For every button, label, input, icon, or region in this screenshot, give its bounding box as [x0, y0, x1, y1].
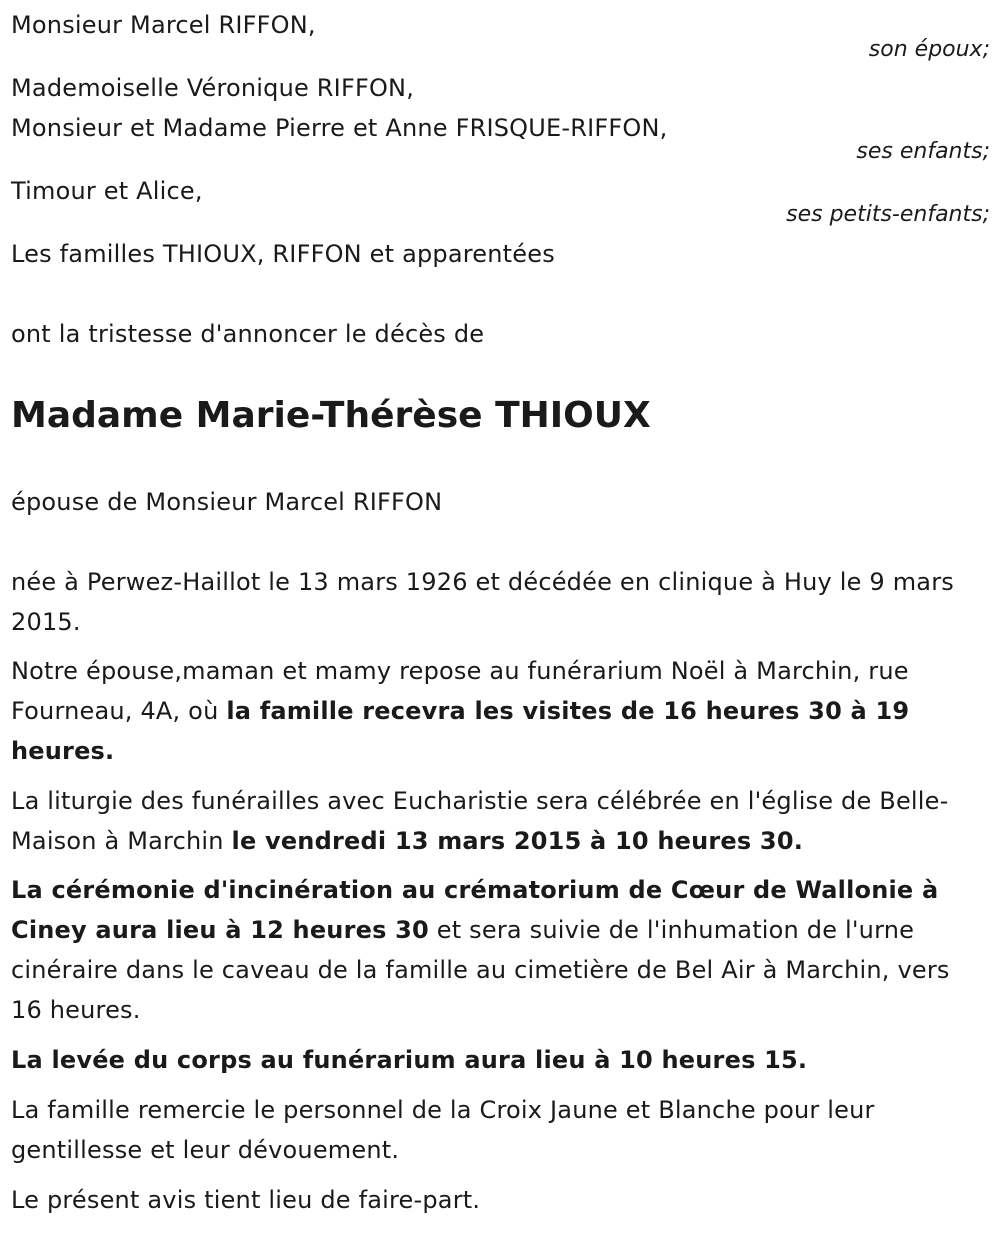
- thanks-paragraph: La famille remercie le personnel de la Croix Jaune et Blanche pour leur gentillesse et leur dévouement.: [11, 1096, 875, 1164]
- cremation-time: La cérémonie d'incinération au crématorium de Cœur de Wallonie à Ciney aura lieu à 12 heures 30: [11, 876, 939, 944]
- child-name-2: Monsieur et Madame Pierre et Anne FRISQUE-RIFFON,: [11, 114, 668, 142]
- announcement-line: ont la tristesse d'annoncer le décès de: [11, 320, 485, 348]
- visitation-hours: la famille recevra les visites de 16 heures 30 à 19 heures.: [11, 697, 910, 765]
- spouse-name: Monsieur Marcel RIFFON,: [11, 11, 316, 39]
- cremation-text: et sera suivie de l'inhumation de l'urne cinéraire dans le caveau de la famille au cimetière de Bel Air à Marchin, vers 16 heures.: [11, 916, 950, 1024]
- closing-line: Le présent avis tient lieu de faire-part.: [11, 1186, 481, 1214]
- deceased-name: Madame Marie-Thérèse THIOUX: [11, 395, 651, 436]
- liturgy-paragraph: [11, 781, 986, 861]
- levee-paragraph: La levée du corps au funérarium aura lieu à 10 heures 15.: [11, 1046, 808, 1074]
- birth-death-paragraph: née à Perwez-Haillot le 13 mars 1926 et décédée en clinique à Huy le 9 mars 2015.: [11, 568, 954, 636]
- children-role: ses enfants;: [856, 139, 990, 164]
- related-families: Les familles THIOUX, RIFFON et apparentées: [11, 240, 555, 268]
- grandchildren-names: Timour et Alice,: [11, 177, 203, 205]
- grandchildren-role: ses petits-enfants;: [786, 202, 990, 227]
- visitation-paragraph: [11, 651, 986, 771]
- liturgy-text: La liturgie des funérailles avec Eucharistie sera célébrée en l'église de Belle-Maison à Marchin: [11, 787, 949, 855]
- visitation-text: Notre épouse,maman et mamy repose au funérarium Noël à Marchin, rue Fourneau, 4A, où: [11, 657, 909, 725]
- child-name-1: Mademoiselle Véronique RIFFON,: [11, 74, 415, 102]
- cremation-paragraph: [11, 870, 986, 1030]
- liturgy-date: le vendredi 13 mars 2015 à 10 heures 30.: [231, 827, 804, 855]
- spouse-role: son époux;: [868, 37, 990, 62]
- spouse-of-line: épouse de Monsieur Marcel RIFFON: [11, 488, 443, 516]
